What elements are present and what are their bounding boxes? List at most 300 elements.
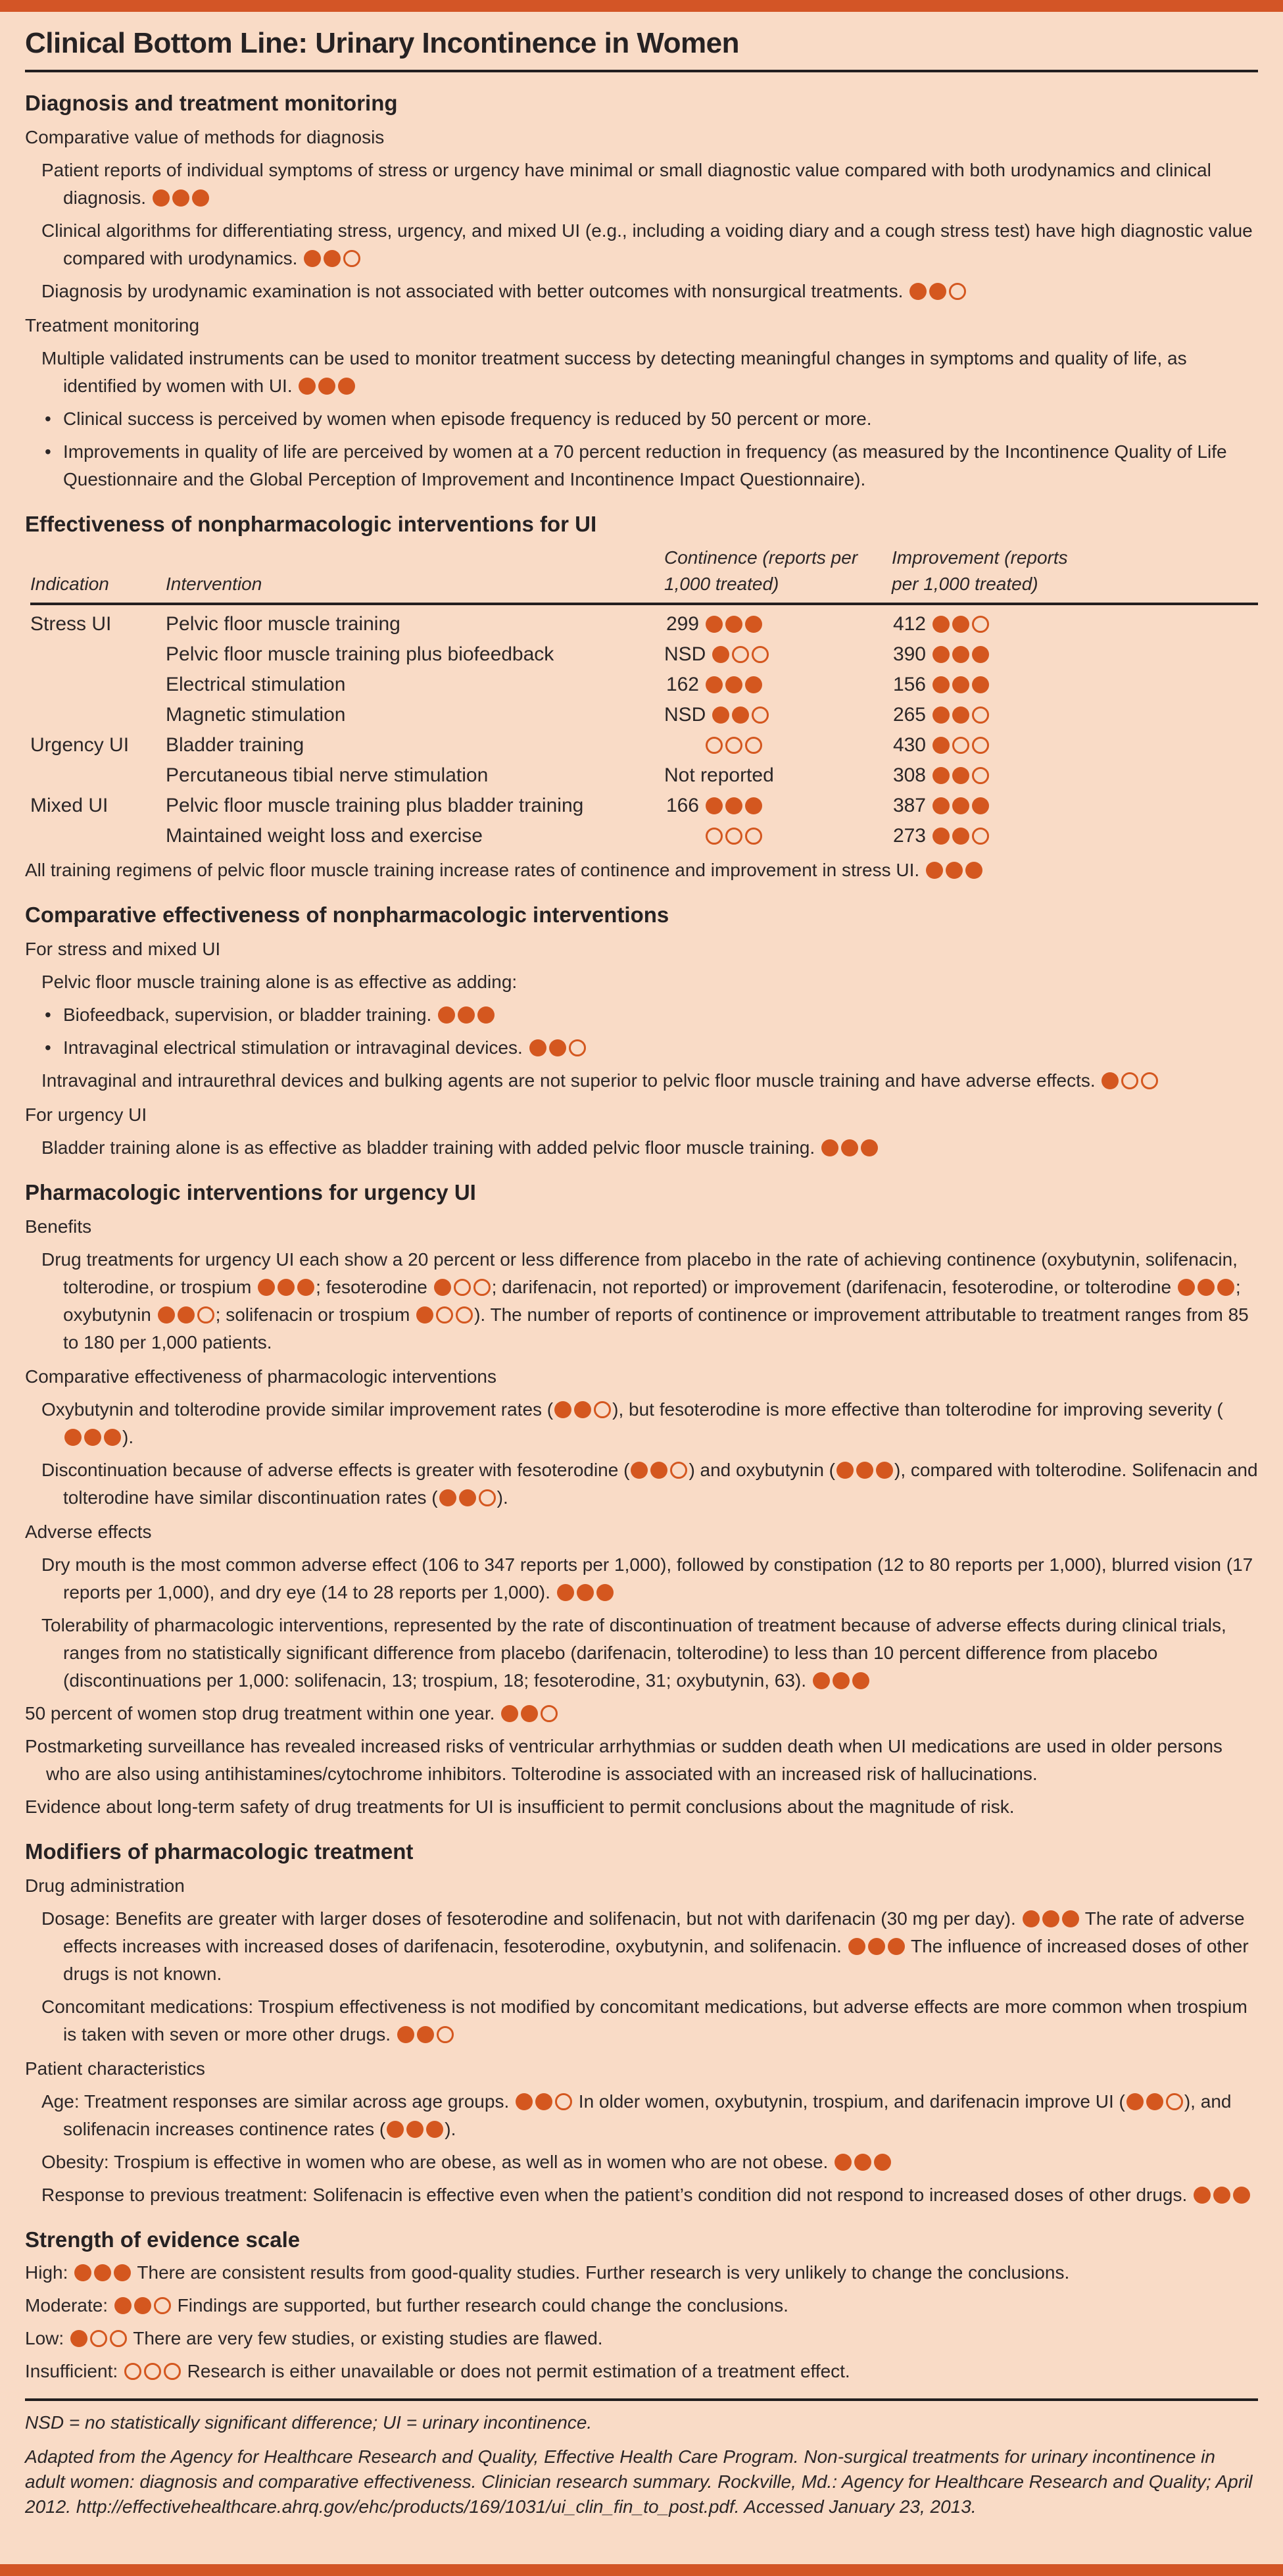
section-diagnosis [25, 89, 1258, 493]
open-dot-icon [725, 828, 742, 845]
cell-improvement [892, 825, 1258, 847]
evidence-dots [64, 1429, 121, 1446]
filled-dot-icon [535, 2093, 552, 2110]
paragraph-dry-mouth: Dry mouth is the most common adverse effect (106 to 347 reports per 1,000), followed by constipation (12 to 80 reports per 1,000), blurred vision (17 reports per 1,000), and dry eye (14 to 28 reports per 1,000). [41, 1554, 1253, 1602]
open-dot-icon [473, 1279, 491, 1296]
paragraph-fifty-percent: 50 percent of women stop drug treatment within one year. [25, 1700, 1258, 1727]
filled-dot-icon [1101, 1072, 1119, 1089]
evidence-dots [932, 676, 989, 693]
cell-continence [664, 764, 892, 787]
filled-dot-icon [516, 2093, 533, 2110]
filled-dot-icon [874, 2154, 891, 2171]
improvement-value: 412 [892, 613, 926, 635]
filled-dot-icon [952, 616, 969, 633]
paragraph-age: Age: Treatment responses are similar across age groups. In older women, oxybutynin, trospium, and darifenacin improve UI ( ), and solifenacin increases continence rates ( ). [41, 2091, 1232, 2139]
filled-dot-icon [932, 767, 950, 784]
cell-intervention: Percutaneous tibial nerve stimulation [166, 764, 489, 786]
evidence-dots [516, 2093, 572, 2110]
filled-dot-icon [406, 2121, 424, 2138]
evidence-dots [835, 2154, 891, 2171]
cell-improvement [892, 704, 1258, 726]
filled-dot-icon [557, 1584, 574, 1601]
continence-value: Not reported [664, 764, 774, 786]
filled-dot-icon [1023, 1910, 1040, 1927]
filled-dot-icon [338, 378, 355, 395]
table-row [30, 700, 1258, 730]
open-dot-icon [124, 2363, 141, 2380]
filled-dot-icon [521, 1705, 538, 1722]
filled-dot-icon [852, 1672, 869, 1689]
filled-dot-icon [650, 1462, 667, 1479]
cell-improvement [892, 734, 1258, 756]
filled-dot-icon [856, 1462, 873, 1479]
scale-high-line: High: There are consistent results from good-quality studies. Further research is very unlikely to change the conclusions. [25, 2262, 1070, 2283]
evidence-dots [836, 1462, 893, 1479]
filled-dot-icon [178, 1306, 195, 1324]
filled-dot-icon [94, 2264, 111, 2281]
evidence-dots [438, 1006, 495, 1024]
filled-dot-icon [926, 862, 943, 879]
paragraph-oxybutynin-tolterodine: Oxybutynin and tolterodine provide similar improvement rates ( ), but fesoterodine is more effective than tolterodine for improving severity ( ). [41, 1399, 1223, 1447]
open-dot-icon [555, 2093, 572, 2110]
open-dot-icon [725, 737, 742, 754]
evidence-dots [387, 2121, 443, 2138]
page-title: Clinical Bottom Line: Urinary Incontinence in Women [25, 27, 740, 59]
cell-continence [664, 795, 892, 817]
filled-dot-icon [1062, 1910, 1079, 1927]
table-row [30, 730, 1258, 760]
filled-dot-icon [1217, 1279, 1234, 1296]
paragraph-validated-instruments: Multiple validated instruments can be used to monitor treatment success by detecting meaningful changes in symptoms and quality of life, as identified by women with UI. [41, 348, 1187, 396]
section-comparative-nonpharmacologic [25, 901, 1258, 1162]
cell-improvement [892, 643, 1258, 666]
evidence-dots [434, 1279, 491, 1296]
table-row [30, 791, 1258, 821]
footnote-abbreviations: NSD = no statistically significant difference; UI = urinary incontinence. [25, 2412, 593, 2433]
filled-dot-icon [745, 797, 762, 814]
evidence-dots [1178, 1279, 1234, 1296]
cell-continence [664, 613, 892, 635]
improvement-value: 265 [892, 704, 926, 726]
paragraph-devices-bulking: Intravaginal and intraurethral devices and bulking agents are not superior to pelvic floor muscle training and have adverse effects. [25, 1067, 1258, 1095]
continence-value: 162 [666, 674, 699, 695]
bullet-clinical-success: • Clinical success is perceived by women when episode frequency is reduced by 50 percent or more. [25, 405, 1258, 433]
evidence-dots [706, 616, 762, 633]
section-heading: Pharmacologic interventions for urgency UI [25, 1180, 476, 1204]
continence-value: 166 [666, 795, 699, 816]
evidence-dots [416, 1306, 473, 1324]
column-header-intervention: Intervention [166, 574, 262, 594]
open-dot-icon [569, 1039, 586, 1056]
filled-dot-icon [706, 797, 723, 814]
sub-heading-urgency: For urgency UI [25, 1104, 147, 1125]
evidence-dots [909, 283, 966, 300]
evidence-dots [557, 1584, 614, 1601]
open-dot-icon [594, 1401, 611, 1418]
filled-dot-icon [972, 797, 989, 814]
evidence-dots [932, 646, 989, 663]
open-dot-icon [164, 2363, 181, 2380]
improvement-value: 390 [892, 643, 926, 665]
column-header-improvement: Improvement (reports per 1,000 treated) [892, 547, 1068, 594]
cell-improvement [892, 613, 1258, 635]
filled-dot-icon [1233, 2187, 1250, 2204]
cell-indication: Mixed UI [30, 795, 109, 816]
section-modifiers [25, 1838, 1258, 2209]
evidence-dots [813, 1672, 869, 1689]
evidence-dots [926, 862, 982, 879]
cell-improvement [892, 674, 1258, 696]
paragraph-clinical-algorithms: Clinical algorithms for differentiating stress, urgency, and mixed UI (e.g., including a voiding diary and a cough stress test) have high diagnostic value compared with urodynamics. [41, 220, 1253, 268]
filled-dot-icon [70, 2330, 87, 2347]
evidence-dots [706, 797, 762, 814]
filled-dot-icon [952, 706, 969, 724]
cell-intervention: Bladder training [166, 734, 304, 756]
evidence-dots [712, 706, 769, 724]
filled-dot-icon [477, 1006, 495, 1024]
evidence-dots [304, 250, 360, 267]
filled-dot-icon [868, 1938, 885, 1955]
filled-dot-icon [952, 767, 969, 784]
open-dot-icon [197, 1306, 214, 1324]
paragraph-longterm-evidence: Evidence about long-term safety of drug treatments for UI is insufficient to permit conclusions about the magnitude of risk. [25, 1796, 1015, 1817]
section-heading: Effectiveness of nonpharmacologic interventions for UI [25, 512, 597, 536]
evidence-dots [299, 378, 355, 395]
bullet-biofeedback: • Biofeedback, supervision, or bladder training. [25, 1001, 1258, 1029]
evidence-dots [706, 676, 762, 693]
evidence-dots [114, 2297, 171, 2314]
evidence-dots [706, 737, 762, 754]
column-header-continence: Continence (reports per 1,000 treated) [664, 547, 858, 594]
table-row [30, 760, 1258, 791]
evidence-dots [712, 646, 769, 663]
evidence-dots [706, 828, 762, 845]
open-dot-icon [745, 737, 762, 754]
evidence-dots [124, 2363, 181, 2380]
paragraph-patient-reports: Patient reports of individual symptoms of stress or urgency have minimal or small diagnostic value compared with both urodynamics and clinical diagnosis. [41, 160, 1211, 208]
cell-continence [664, 674, 892, 696]
filled-dot-icon [972, 646, 989, 663]
evidence-dots [1101, 1072, 1158, 1089]
footnote-source: Adapted from the Agency for Healthcare Research and Quality, Effective Health Care Program. Non-surgical treatments for urinary incontinence in adult women: diagnosis and comparative effectiveness. Clinician research summary. Rockville, Md.: Agency for Healthcare Research and Quality; April 2012. http://effectivehealthcare.ahrq.gov/ehc/products/169/1031/ui_clin_fin_to_post.pdf. Accessed January 23, 2013. [25, 2446, 1253, 2517]
filled-dot-icon [1213, 2187, 1230, 2204]
open-dot-icon [1166, 2093, 1183, 2110]
filled-dot-icon [304, 250, 321, 267]
filled-dot-icon [426, 2121, 443, 2138]
filled-dot-icon [577, 1584, 594, 1601]
paragraph-obesity: Obesity: Trospium is effective in women who are obese, as well as in women who are not obese. [25, 2148, 1258, 2176]
filled-dot-icon [114, 2297, 132, 2314]
filled-dot-icon [952, 646, 969, 663]
filled-dot-icon [397, 2026, 414, 2043]
improvement-value: 308 [892, 764, 926, 786]
filled-dot-icon [836, 1462, 854, 1479]
evidence-dots [848, 1938, 905, 1955]
filled-dot-icon [745, 676, 762, 693]
evidence-dots [554, 1401, 611, 1418]
footnote-divider [25, 2398, 1258, 2401]
open-dot-icon [144, 2363, 161, 2380]
filled-dot-icon [1126, 2093, 1144, 2110]
bullet-intravaginal: • Intravaginal electrical stimulation or intravaginal devices. [25, 1034, 1258, 1062]
filled-dot-icon [417, 2026, 434, 2043]
filled-dot-icon [631, 1462, 648, 1479]
filled-dot-icon [549, 1039, 566, 1056]
top-border-bar [0, 0, 1283, 12]
filled-dot-icon [821, 1139, 838, 1156]
filled-dot-icon [932, 797, 950, 814]
filled-dot-icon [278, 1279, 295, 1296]
open-dot-icon [454, 1279, 471, 1296]
evidence-dots [1194, 2187, 1250, 2204]
sub-heading-adverse-effects: Adverse effects [25, 1522, 152, 1542]
sub-heading-drug-administration: Drug administration [25, 1875, 185, 1896]
evidence-dots [501, 1705, 558, 1722]
evidence-dots [1023, 1910, 1079, 1927]
open-dot-icon [752, 646, 769, 663]
filled-dot-icon [1146, 2093, 1163, 2110]
filled-dot-icon [297, 1279, 314, 1296]
open-dot-icon [1121, 1072, 1138, 1089]
cell-intervention: Maintained weight loss and exercise [166, 825, 483, 847]
filled-dot-icon [258, 1279, 275, 1296]
section-heading: Strength of evidence scale [25, 2227, 301, 2252]
evidence-dots [932, 706, 989, 724]
filled-dot-icon [438, 1006, 455, 1024]
filled-dot-icon [848, 1938, 865, 1955]
open-dot-icon [1141, 1072, 1158, 1089]
continence-value: NSD [664, 643, 706, 665]
section-heading: Modifiers of pharmacologic treatment [25, 1839, 414, 1864]
evidence-dots [932, 737, 989, 754]
filled-dot-icon [192, 189, 209, 207]
evidence-dots [631, 1462, 687, 1479]
filled-dot-icon [712, 646, 729, 663]
filled-dot-icon [841, 1139, 858, 1156]
cell-continence [664, 643, 892, 666]
evidence-dots [932, 616, 989, 633]
improvement-value: 273 [892, 825, 926, 847]
scale-insufficient-line: Insufficient: Research is either unavailable or does not permit estimation of a treatment effect. [25, 2361, 850, 2381]
filled-dot-icon [158, 1306, 175, 1324]
filled-dot-icon [153, 189, 170, 207]
cell-intervention: Electrical stimulation [166, 674, 346, 695]
filled-dot-icon [725, 676, 742, 693]
filled-dot-icon [888, 1938, 905, 1955]
filled-dot-icon [459, 1489, 476, 1506]
filled-dot-icon [932, 616, 950, 633]
cell-intervention: Pelvic floor muscle training plus bladder training [166, 795, 584, 816]
filled-dot-icon [706, 616, 723, 633]
evidence-dots [932, 767, 989, 784]
filled-dot-icon [725, 616, 742, 633]
evidence-dots [153, 189, 209, 207]
open-dot-icon [343, 250, 360, 267]
evidence-dots [1126, 2093, 1183, 2110]
paragraph-concomitant: Concomitant medications: Trospium effectiveness is not modified by concomitant medications, but adverse effects are more common when trospium is taken with seven or more other drugs. [41, 1996, 1247, 2044]
cell-intervention: Pelvic floor muscle training [166, 613, 400, 635]
filled-dot-icon [835, 2154, 852, 2171]
open-dot-icon [752, 706, 769, 724]
cell-continence [664, 704, 892, 726]
filled-dot-icon [1198, 1279, 1215, 1296]
open-dot-icon [952, 737, 969, 754]
paragraph-pfmt-alone: Pelvic floor muscle training alone is as effective as adding: [41, 972, 518, 992]
filled-dot-icon [1042, 1910, 1059, 1927]
filled-dot-icon [596, 1584, 614, 1601]
filled-dot-icon [529, 1039, 546, 1056]
filled-dot-icon [861, 1139, 878, 1156]
filled-dot-icon [946, 862, 963, 879]
section-heading: Diagnosis and treatment monitoring [25, 91, 398, 115]
cell-intervention: Magnetic stimulation [166, 704, 346, 726]
section-effectiveness [25, 510, 1258, 884]
section-heading: Comparative effectiveness of nonpharmacologic interventions [25, 903, 669, 927]
filled-dot-icon [725, 797, 742, 814]
filled-dot-icon [706, 676, 723, 693]
sub-heading-stress-mixed: For stress and mixed UI [25, 939, 221, 959]
evidence-dots [439, 1489, 496, 1506]
open-dot-icon [479, 1489, 496, 1506]
table-row [30, 670, 1258, 700]
table-note-all-regimens: All training regimens of pelvic floor muscle training increase rates of continence and improvement in stress UI. [25, 856, 1258, 884]
filled-dot-icon [104, 1429, 121, 1446]
evidence-dots [74, 2264, 131, 2281]
continence-value: NSD [664, 704, 706, 726]
open-dot-icon [706, 828, 723, 845]
cell-improvement [892, 795, 1258, 817]
filled-dot-icon [574, 1401, 591, 1418]
open-dot-icon [90, 2330, 107, 2347]
filled-dot-icon [952, 797, 969, 814]
paragraph-bladder-training: Bladder training alone is as effective as bladder training with added pelvic floor muscle training. [25, 1134, 1258, 1162]
open-dot-icon [972, 767, 989, 784]
filled-dot-icon [416, 1306, 433, 1324]
section-strength-scale [25, 2226, 1258, 2385]
filled-dot-icon [909, 283, 927, 300]
open-dot-icon [541, 1705, 558, 1722]
paragraph-dosage: Dosage: Benefits are greater with larger doses of fesoterodine and solifenacin, but not with darifenacin (30 mg per day). The rate of adverse effects increases with increased doses of darifenacin, fesoterodine, oxybutynin, and solifenacin. The influence of increased doses of other drugs is not known. [41, 1908, 1249, 1984]
filled-dot-icon [458, 1006, 475, 1024]
section-pharmacologic [25, 1179, 1258, 1821]
open-dot-icon [706, 737, 723, 754]
evidence-dots [397, 2026, 454, 2043]
paragraph-drug-treatments: Drug treatments for urgency UI each show a 20 percent or less difference from placebo in the rate of achieving continence (oxybutynin, solifenacin, tolterodine, or trospium ; fesoterodine ; darifenacin, not reported) or improvement (darifenacin, fesoterodine, or tolterodine ; oxybutynin ; solifenacin or trospium ). The number of reports of continence or improvement attributable to treatment ranges from 85 to 180 per 1,000 patients. [41, 1249, 1249, 1352]
filled-dot-icon [1178, 1279, 1195, 1296]
filled-dot-icon [745, 616, 762, 633]
filled-dot-icon [501, 1705, 518, 1722]
evidence-dots [932, 797, 989, 814]
column-header-indication: Indication [30, 574, 109, 594]
open-dot-icon [110, 2330, 127, 2347]
cell-continence [664, 737, 892, 754]
open-dot-icon [456, 1306, 473, 1324]
filled-dot-icon [952, 676, 969, 693]
filled-dot-icon [84, 1429, 101, 1446]
filled-dot-icon [932, 706, 950, 724]
evidence-dots [158, 1306, 214, 1324]
filled-dot-icon [833, 1672, 850, 1689]
filled-dot-icon [876, 1462, 893, 1479]
continence-value: 299 [666, 613, 699, 635]
filled-dot-icon [732, 706, 749, 724]
open-dot-icon [972, 616, 989, 633]
open-dot-icon [154, 2297, 171, 2314]
sub-heading-comparative-value: Comparative value of methods for diagnosis [25, 127, 385, 147]
filled-dot-icon [932, 737, 950, 754]
open-dot-icon [670, 1462, 687, 1479]
evidence-dots [70, 2330, 127, 2347]
filled-dot-icon [172, 189, 189, 207]
filled-dot-icon [114, 2264, 131, 2281]
filled-dot-icon [324, 250, 341, 267]
cell-continence [664, 828, 892, 845]
table-header-divider [30, 603, 1258, 605]
open-dot-icon [972, 737, 989, 754]
paragraph-postmarketing: Postmarketing surveillance has revealed increased risks of ventricular arrhythmias or sudden death when UI medications are used in older persons who are also using antihistamines/cytochrome inhibitors. Tolterodine is associated with an increased risk of hallucinations. [25, 1736, 1222, 1784]
filled-dot-icon [972, 676, 989, 693]
open-dot-icon [437, 2026, 454, 2043]
open-dot-icon [436, 1306, 453, 1324]
sub-heading-comparative-pharm: Comparative effectiveness of pharmacologic interventions [25, 1366, 496, 1387]
scale-moderate-line: Moderate: Findings are supported, but further research could change the conclusions. [25, 2295, 788, 2316]
bullet-quality-of-life: • Improvements in quality of life are perceived by women at a 70 percent reduction in frequency (as measured by the Incontinence Quality of Life Questionnaire and the Global Perception of Improvement and Incontinence Impact Questionnaire). [25, 438, 1258, 493]
improvement-value: 387 [892, 795, 926, 816]
evidence-dots [932, 828, 989, 845]
filled-dot-icon [1194, 2187, 1211, 2204]
paragraph-previous-treatment: Response to previous treatment: Solifenacin is effective even when the patient’s condition did not respond to increased doses of other drugs. [25, 2181, 1258, 2209]
filled-dot-icon [299, 378, 316, 395]
paragraph-discontinuation: Discontinuation because of adverse effects is greater with fesoterodine ( ) and oxybutynin ( ), compared with tolterodine. Solifenacin and tolterodine have similar discontinuation rates ( ). [41, 1460, 1258, 1508]
evidence-dots [821, 1139, 878, 1156]
filled-dot-icon [554, 1401, 571, 1418]
filled-dot-icon [74, 2264, 91, 2281]
filled-dot-icon [434, 1279, 451, 1296]
filled-dot-icon [932, 676, 950, 693]
filled-dot-icon [712, 706, 729, 724]
open-dot-icon [972, 828, 989, 845]
evidence-dots [258, 1279, 314, 1296]
open-dot-icon [732, 646, 749, 663]
paragraph-urodynamic-exam: Diagnosis by urodynamic examination is not associated with better outcomes with nonsurgical treatments. [25, 278, 1258, 305]
title-divider [25, 70, 1258, 72]
bottom-border-bar [0, 2564, 1283, 2576]
filled-dot-icon [439, 1489, 456, 1506]
filled-dot-icon [932, 646, 950, 663]
effectiveness-table [30, 545, 1258, 851]
table-header-row [30, 545, 1258, 597]
evidence-dots [529, 1039, 586, 1056]
filled-dot-icon [387, 2121, 404, 2138]
table-row [30, 821, 1258, 851]
paragraph-tolerability: Tolerability of pharmacologic interventions, represented by the rate of discontinuation of treatment because of adverse effects during clinical trials, ranges from no statistically significant difference from placebo (darifenacin, tolterodine) to less than 10 percent difference from placebo (discontinuations per 1,000: solifenacin, 13; trospium, 18; fesoterodine, 31; oxybutynin, 63). [41, 1615, 1226, 1691]
open-dot-icon [745, 828, 762, 845]
cell-improvement [892, 764, 1258, 787]
filled-dot-icon [932, 828, 950, 845]
filled-dot-icon [134, 2297, 151, 2314]
filled-dot-icon [965, 862, 982, 879]
filled-dot-icon [854, 2154, 871, 2171]
cell-intervention: Pelvic floor muscle training plus biofeedback [166, 643, 554, 665]
sub-heading-treatment-monitoring: Treatment monitoring [25, 315, 200, 335]
filled-dot-icon [929, 283, 946, 300]
open-dot-icon [949, 283, 966, 300]
sub-heading-benefits: Benefits [25, 1216, 92, 1237]
table-row [30, 609, 1258, 639]
sub-heading-patient-characteristics: Patient characteristics [25, 2058, 205, 2079]
cell-indication: Stress UI [30, 613, 112, 635]
table-row [30, 639, 1258, 670]
